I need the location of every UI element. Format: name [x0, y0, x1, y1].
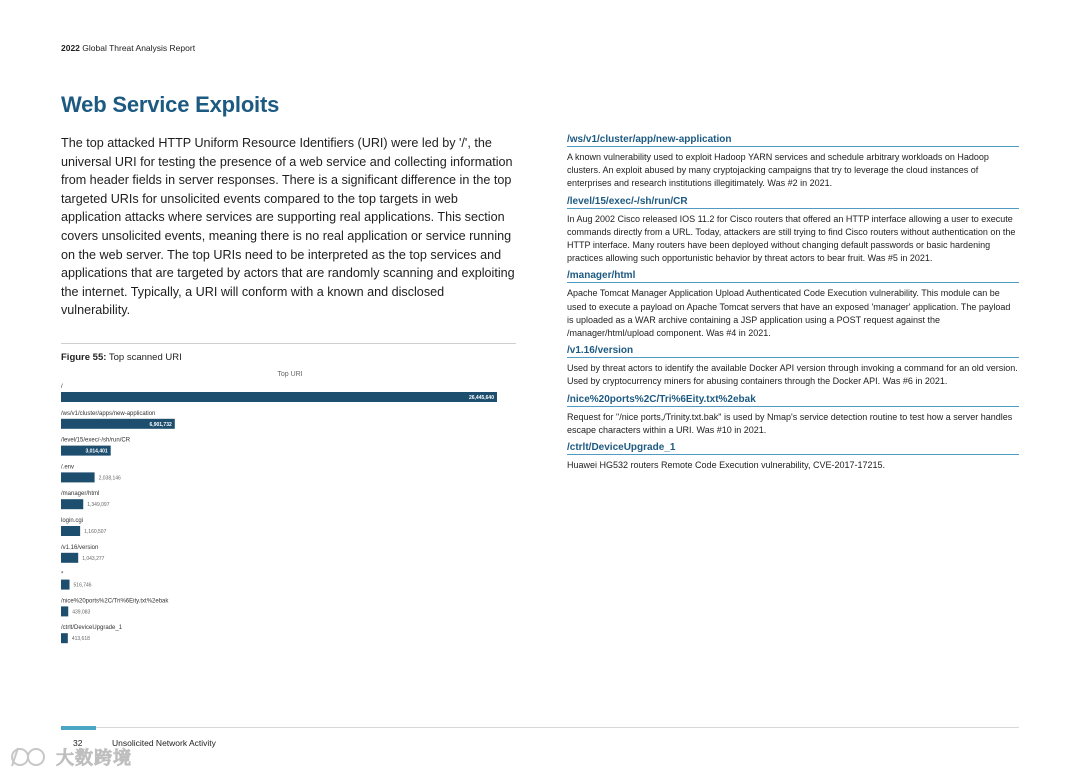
bar-category-label: /ctrlt/DeviceUpgrade_1 — [61, 625, 123, 632]
section-title: Web Service Exploits — [61, 92, 280, 117]
left-divider — [61, 343, 516, 344]
bar-category-label: /nice%20ports%2C/Tri%6Eity.txt%2ebak — [61, 598, 169, 605]
report-header — [61, 43, 195, 53]
watermark-text: 大数跨境 — [56, 748, 132, 769]
bar-value-label: 1,349,097 — [87, 502, 110, 509]
uri-details-column — [567, 134, 1019, 477]
bar-value-label: 413,618 — [71, 636, 90, 643]
bar-category-label: /level/15/exec/-/sh/run/CR — [61, 437, 131, 444]
footer-accent-bar — [61, 726, 96, 730]
uri-detail-heading: /ctrlt/DeviceUpgrade_1 — [567, 442, 1019, 455]
bar-category-label: /v1.16/version — [61, 544, 99, 551]
bar-category-label: * — [61, 571, 64, 578]
bar-value-label: 26,445,640 — [468, 395, 494, 401]
uri-detail-heading: /ws/v1/cluster/app/new-application — [567, 134, 1019, 147]
top-uri-bar-chart — [61, 378, 521, 648]
uri-detail-heading: /nice%20ports%2C/Tri%6Eity.txt%2ebak — [567, 394, 1019, 407]
bar-category-label: /ws/v1/cluster/apps/new-application — [61, 410, 156, 417]
intro-paragraph: The top attacked HTTP Uniform Resource Identifiers (URI) were led by '/', the universal URI for testing the presence of a web service and collecting information from header fields in server responses. There is a significant difference in the top targeted URIs for unsolicited events compared to the top targets in web application attacks where services are supporting real applications. This section covers unsolicited events, meaning there is no real application or service running on the web server. The top URIs need to be interpreted as the top services and applications that are targeted by actors that are randomly scanning and exploiting the internet. Typically, a URI will conform with a known and disclosed vulnerability. — [61, 136, 515, 318]
uri-detail-description: A known vulnerability used to exploit Hadoop YARN services and schedule arbitrary workloads on Hadoop clusters. An exploit abused by many cryptojacking campaigns that try to leverage the cloud instances of enterprises and research institutions illegitimately. Was #2 in 2021. — [567, 152, 989, 189]
figure-caption — [61, 352, 182, 363]
figure-caption-text: Top scanned URI — [108, 352, 182, 363]
bar-value-label: 3,014,401 — [85, 448, 108, 455]
bar-mark — [61, 606, 68, 616]
bar-category-label: /.env — [61, 464, 75, 471]
bar-category-label: login.cgi — [61, 518, 84, 524]
uri-detail-block — [567, 134, 1019, 191]
bar-value-label: 516,746 — [73, 582, 92, 589]
uri-detail-block — [567, 442, 1019, 472]
bar-category-label: / — [61, 384, 63, 390]
bar-mark — [61, 580, 70, 590]
bar-mark — [61, 633, 68, 643]
watermark-logo-icon — [8, 744, 52, 770]
bar-mark — [61, 392, 497, 402]
uri-detail-heading: /v1.16/version — [567, 345, 1019, 358]
uri-detail-heading: /level/15/exec/-/sh/run/CR — [567, 196, 1019, 209]
uri-detail-heading: /manager/html — [567, 270, 1019, 283]
uri-detail-description: Request for "/nice ports,/Trinity.txt.bak" is used by Nmap's service detection routine to test how a server handles escape characters within a URI. Was #10 in 2021. — [567, 411, 1013, 435]
bar-value-label: 439,083 — [72, 609, 91, 616]
uri-detail-description: Used by threat actors to identify the available Docker API version through invoking a command for an old version. Used by cryptocurrency miners for abusing containers through the Docker API. Was #6 in 2021. — [567, 363, 1018, 387]
uri-detail-description: Huawei HG532 routers Remote Code Execution vulnerability, CVE-2017-17215. — [567, 460, 886, 471]
bar-value-label: 2,038,146 — [98, 475, 121, 482]
report-name: Global Threat Analysis Report — [82, 43, 196, 53]
uri-detail-block — [567, 196, 1019, 266]
bar-mark — [61, 526, 80, 536]
watermark — [8, 744, 132, 770]
page-number: 32 — [73, 738, 83, 748]
footer-section-name: Unsolicited Network Activity — [112, 738, 216, 748]
bar-category-label: /manager/html — [61, 491, 100, 498]
bar-mark — [61, 553, 78, 563]
bar-value-label: 1,160,507 — [84, 529, 107, 535]
uri-detail-block — [567, 394, 1019, 437]
uri-detail-description: Apache Tomcat Manager Application Upload Authenticated Code Execution vulnerability. This module can be used to execute a payload on Apache Tomcat servers that have an exposed 'manager' application. The payload is uploaded as a WAR archive containing a JSP application using a POST request against the /manager/html/upload component. Was #4 in 2021. — [567, 288, 1011, 339]
figure-label: Figure 55: — [61, 352, 107, 363]
bar-mark — [61, 472, 95, 482]
footer-divider — [61, 727, 1019, 728]
bar-mark — [61, 499, 83, 509]
uri-detail-block — [567, 270, 1019, 340]
bar-value-label: 6,901,732 — [149, 421, 172, 428]
chart-title: Top URI — [277, 371, 303, 378]
uri-detail-description: In Aug 2002 Cisco released IOS 11.2 for Cisco routers that offered an HTTP interface allowing a user to execute commands directly from a URL. Today, attackers are still trying to find Cisco routers without authentication on the HTTP interface. Many routers have been deployed without changing default passwords or basic hardening practices allowing such opportunistic behavior by threat actors to bear fruit. Was #5 in 2021. — [567, 213, 1016, 264]
report-year: 2022 — [61, 43, 80, 53]
uri-detail-block — [567, 345, 1019, 388]
bar-value-label: 1,043,277 — [82, 555, 105, 562]
